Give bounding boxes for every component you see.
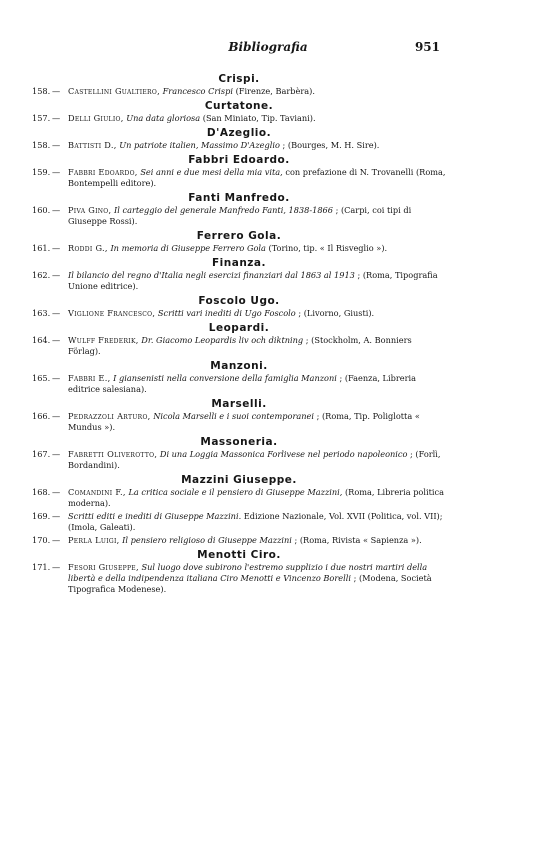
entry-dash: — [52, 535, 61, 545]
entry-author: Fesori Giuseppe, [68, 562, 139, 572]
entry-dash: — [52, 487, 61, 497]
section-heading: Manzoni. [210, 360, 268, 372]
entry-publication: con prefazione di N. Trovanelli (Roma, Bontempelli editore). [68, 167, 446, 188]
entry-title: La critica sociale e il pensiero di Giuseppe Mazzini, [128, 487, 343, 497]
bibliography-entry [32, 373, 446, 395]
bibliography-entry [32, 205, 446, 227]
entry-number: 164. [32, 335, 51, 345]
bibliography-entry [32, 86, 446, 97]
entry-author: Roddi G., [68, 243, 108, 253]
entry-dash: — [52, 86, 61, 96]
bibliography-entry [32, 411, 446, 433]
bibliography-entry [32, 270, 446, 292]
entry-publication: (Firenze, Barbèra). [235, 86, 315, 96]
entry-title: Il pensiero religioso di Giuseppe Mazzini [122, 535, 292, 545]
running-title: Bibliografia [228, 40, 308, 54]
page-number: 951 [414, 40, 440, 54]
entry-number: 171. [32, 562, 51, 572]
entry-publication: ; (Roma, Tip. Poliglotta « Mundus »). [68, 411, 420, 432]
entry-publication: ; (Roma, Tipografia Unione editrice). [68, 270, 438, 291]
entry-author: Pedrazzoli Arturo, [68, 411, 151, 421]
bibliography-entry [32, 113, 446, 124]
entry-title: Francesco Crispi [162, 86, 233, 96]
entry-author: Battisti D., [68, 140, 117, 150]
entry-number: 166. [32, 411, 51, 421]
entry-number: 170. [32, 535, 51, 545]
entry-publication: (Torino, tip. « Il Risveglio »). [268, 243, 388, 253]
entry-title: Una data gloriosa [126, 113, 201, 123]
bibliography-entry [32, 449, 446, 471]
entry-number: 159. [32, 167, 51, 177]
entry-dash: — [52, 411, 61, 421]
entry-title: Un patriote italien, Massimo D'Azeglio [119, 140, 280, 150]
entry-number: 168. [32, 487, 51, 497]
section-heading: D'Azeglio. [206, 127, 272, 139]
entry-dash: — [52, 511, 61, 521]
entry-dash: — [52, 243, 61, 253]
bibliography-entry [32, 535, 446, 546]
entry-publication: (San Miniato, Tip. Taviani). [202, 113, 316, 123]
entry-dash: — [52, 113, 61, 123]
entry-publication: ; (Stockholm, A. Bonniers Förlag). [68, 335, 412, 356]
entry-dash: — [52, 373, 61, 383]
entry-publication: Edizione Nazionale, Vol. XVII (Politica, vol. VII); (Imola, Galeati). [68, 511, 443, 532]
bibliography-entry [32, 167, 446, 189]
section-heading: Fanti Manfredo. [188, 192, 290, 204]
entry-publication: ; (Roma, Rivista « Sapienza »). [294, 535, 422, 545]
entry-author: Piva Gino, [68, 205, 112, 215]
entry-number: 162. [32, 270, 51, 280]
section-heading: Foscolo Ugo. [198, 295, 280, 307]
entry-number: 160. [32, 205, 51, 215]
entry-title: Scritti editi e inediti di Giuseppe Mazzini. [68, 511, 242, 521]
section-heading: Finanza. [212, 257, 266, 269]
entry-number: 157. [32, 113, 51, 123]
entry-author: Castellini Gualtiero, [68, 86, 160, 96]
entry-author: Delli Giulio, [68, 113, 124, 123]
entry-dash: — [52, 449, 61, 459]
entry-number: 167. [32, 449, 51, 459]
section-heading: Fabbri Edoardo. [188, 154, 290, 166]
entry-publication: ; (Modena, Società Tipografica Modenese). [68, 573, 432, 594]
section-heading: Massoneria. [200, 436, 278, 448]
entry-title: Il bilancio del regno d'Italia negli esercizi finanziari dal 1863 al 1913 [68, 270, 355, 280]
entry-author: Fabbri E., [68, 373, 111, 383]
entry-author: Comandini F., [68, 487, 126, 497]
entry-title: I giansenisti nella conversione della famiglia Manzoni [113, 373, 337, 383]
entry-publication: ; (Faenza, Libreria editrice salesiana). [68, 373, 417, 394]
entry-dash: — [52, 205, 61, 215]
bibliography-entry [32, 140, 446, 151]
section-heading: Curtatone. [204, 100, 274, 112]
bibliography-entry [32, 243, 446, 254]
entry-author: Viglione Francesco, [68, 308, 156, 318]
entry-author: Wulff Frederik, [68, 335, 139, 345]
entry-title: Scritti vari inediti di Ugo Foscolo [157, 308, 296, 318]
bibliography-entry [32, 511, 446, 533]
entry-title: Sei anni e due mesi della mia vita, [140, 167, 283, 177]
entry-number: 158. [32, 140, 51, 150]
bibliography-list [32, 72, 446, 597]
entry-dash: — [52, 270, 61, 280]
entry-author: Fabretti Oliverotto, [68, 449, 158, 459]
entry-title: Di una Loggia Massonica Forlivese nel periodo napoleonico [159, 449, 408, 459]
entry-publication: (Roma, Libreria politica moderna). [68, 487, 444, 508]
entry-author: Fabbri Edoardo, [68, 167, 138, 177]
entry-title: In memoria di Giuseppe Ferrero Gola [110, 243, 266, 253]
entry-dash: — [52, 335, 61, 345]
section-heading: Marselli. [211, 398, 267, 410]
section-heading: Mazzini Giuseppe. [181, 474, 297, 486]
entry-dash: — [52, 308, 61, 318]
entry-dash: — [52, 562, 61, 572]
entry-publication: ; (Carpi, coi tipi di Giuseppe Rossi). [68, 205, 412, 226]
entry-number: 161. [32, 243, 51, 253]
section-heading: Crispi. [218, 73, 260, 85]
entry-publication: ; (Livorno, Giusti). [298, 308, 375, 318]
entry-number: 158. [32, 86, 51, 96]
entry-publication: ; (Forlì, Bordandini). [68, 449, 441, 470]
entry-dash: — [52, 167, 61, 177]
entry-title: Dr. Giacomo Leopardis liv och diktning [141, 335, 304, 345]
section-heading: Leopardi. [208, 322, 270, 334]
bibliography-entry [32, 487, 446, 509]
section-heading: Ferrero Gola. [196, 230, 282, 242]
entry-title: Nicola Marselli e i suoi contemporanei [153, 411, 314, 421]
section-heading: Menotti Ciro. [197, 549, 281, 561]
entry-number: 165. [32, 373, 51, 383]
entry-number: 169. [32, 511, 51, 521]
entry-number: 163. [32, 308, 51, 318]
entry-title: Sul luogo dove subirono l'estremo supplizio i due nostri martiri della libertà e della indipendenza italiana Ciro Menotti e Vincenzo Borelli [68, 562, 428, 583]
entry-title: Il carteggio del generale Manfredo Fanti, 1838-1866 [114, 205, 333, 215]
entry-publication: ; (Bourges, M. H. Sire). [282, 140, 380, 150]
bibliography-entry [32, 335, 446, 357]
page-header [96, 40, 440, 56]
bibliography-entry [32, 562, 446, 595]
entry-author: Perla Luigi, [68, 535, 120, 545]
bibliography-entry [32, 308, 446, 319]
entry-dash: — [52, 140, 61, 150]
